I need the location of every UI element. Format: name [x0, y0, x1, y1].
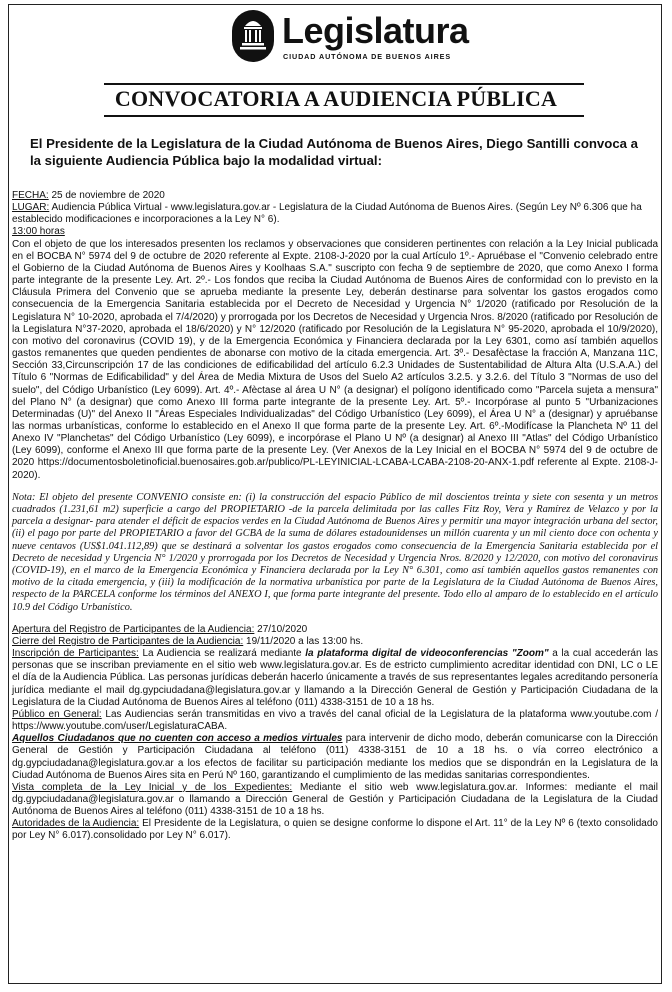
cierre-line: [12, 636, 658, 648]
legislature-building-icon: [232, 10, 274, 62]
title-top-rule: [104, 83, 584, 85]
apertura-line: [12, 624, 658, 636]
publico-paragraph: [12, 709, 658, 733]
lugar-line: [12, 202, 658, 226]
inscripcion-paragraph: [12, 648, 658, 709]
hora-line: 13:00 horas: [12, 226, 65, 238]
logo-title: Legislatura: [282, 10, 469, 51]
sin-acceso-label: Aquellos Ciudadanos que no cuenten con acceso a medios virtuales: [12, 733, 343, 745]
legislatura-logo: [232, 10, 469, 74]
autoridades-value: El Presidente de la Legislatura, o quien se designe conforme lo dispone el Art. 11° de la Ley Nº 6 (texto consolidado por Ley N° 6.017).consolidado por Ley N° 6.017).: [12, 818, 658, 842]
lugar-label: LUGAR:: [12, 202, 50, 214]
fecha-label: FECHA:: [12, 190, 49, 201]
apertura-value: 27/10/2020: [254, 623, 308, 635]
fecha-value: 25 de noviembre de 2020: [48, 190, 165, 201]
apertura-label: Apertura del Registro de Participantes de la Audiencia:: [12, 623, 255, 635]
cierre-value: 19/11/2020 a las 13:00 hs.: [243, 635, 364, 647]
inscripcion-post: a la cual accederán las personas que se inscriban previamente en el sitio web www.legislatura.gov.ar. Es de estricto cumplimiento acreditar identidad con DNI, LC o LE el día de la Audiencia Pública. Las personas jurídicas deberán hacerlo únicamente a través de sus representantes legales acreditando personería jurídica mediante el mail dg.gypciudadana@legislatura.gov.ar y llamando a la Dirección General de Gestión y Participación Ciudadana de la Legislatura de la Ciudad Autónoma de Buenos Aires al teléfono (011) 4338-3151 de 10 a 18 hs.: [12, 648, 658, 708]
vista-label: Vista completa de la Ley Inicial y de los Expedientes:: [12, 781, 293, 793]
autoridades-paragraph: [12, 818, 658, 842]
publico-label: Público en General:: [12, 708, 102, 720]
publico-value: Las Audiencias serán transmitidas en vivo a través del canal oficial de la Legislatura de la plataforma www.youtube.com / https://www.youtube.com/user/LegislaturaCABA.: [12, 708, 658, 733]
vista-paragraph: [12, 782, 658, 818]
autoridades-label: Autoridades de la Audiencia:: [12, 818, 140, 830]
sin-acceso-paragraph: [12, 733, 658, 782]
logo-subtitle: CIUDAD AUTÓNOMA DE BUENOS AIRES: [283, 52, 452, 61]
vista-value: Mediante el sitio web www.legislatura.gov.ar. Informes: mediante el mail dg.gypciudadana@legislatura.gov.ar o llamando a Dirección General de Gestión y Participación Ciudadana de la Legislatura de la Ciudad Autónoma de Buenos Aires al teléfono (011) 4338-3151 de 10 a 18 hs.: [12, 781, 658, 818]
sin-acceso-value: para intervenir de dicho modo, deberán comunicarse con la Dirección General de Gestión y Participación Ciudadana al teléfono (011) 4338-3151 de 10 a 18 hs. o vía correo electrónico a dg.gypciudadana@legislatura.gov.ar a los efectos de facilitar su participación mediante los medios que se dispondrán en la Legislatura de la Ciudad Autónoma de Buenos Aires sita en Perú Nº 160, garantizando el cumplimiento de las medidas sanitarias correspondientes.: [12, 733, 658, 781]
lugar-value: Audiencia Pública Virtual - www.legislatura.gov.ar - Legislatura de la Ciudad Autónoma de Buenos Aires. (Según Ley Nº 6.306 que ha establecido modificaciones e incorporaciones a la Ley N° 6).: [12, 202, 642, 226]
inscripcion-pre: La Audiencia se realizará mediante: [138, 648, 306, 660]
objeto-paragraph: Con el objeto de que los interesados presenten los reclamos y observaciones que consideren pertinentes con relación a la Ley Inicial publicada en el BOCBA N° 5974 del 9 de octubre de 2020 referente al Expte. 2108-J-2020 por la cual Artículo 1º.- Apruébase el "Convenio celebrado entre el Gobierno de la Ciudad Autónoma de Buenos Aires y Koolhaas S.A." suscripto con fecha 9 de septiembre de 2020, que como Anexo I forma parte integrante de la presente Ley. Art. 2º.- Los fondos que reciba la Ciudad Autónoma de Buenos Aires de conformidad con lo previsto en la Cláusula Primera del Convenio que se aprueba mediante la presente Ley, deberán destinarse para solventar los gastos erogados como consecuencia de la Emergencia Sanitaria establecida por el Decreto de Necesidad y Urgencia N° 1/2020 (ratificado por Resolución de la Legislatura N° 10-2020, aprobada el 7/4/2020) y prorrogada por los Decretos de Necesidad y Urgencia Nros. 8/2020 (ratificado por Resolución de la Legislatura N°37-2020, aprobada el 18/6/2020) y N° 12/2020 (ratificado por Resolución de la Legislatura N° 95-2020, aprobada el 10/9/2020), con motivo del coronavirus (COVID 19), y de la Emergencia Económica y Financiera declarada por la Ley 6301, como así también aquellos gastos remanentes que queden pendientes de abonarse con motivo de la citada emergencia. Art. 3º.- Desafèctase la fracción A, Manzana 11C, Sección 33,Circunscripción 17 de las condiciones de edificabilidad del artículo 6.2.3 Unidades de Sustentabilidad de Altura Alta (U.S.A.A.) del Título 6 "Normas de Edificabilidad" y del Área de Media Mixtura de Usos del Suelo A2 artículos 3.2.5. y 3.2.6. del Título 3 "Normas de uso del suelo", del Código Urbanístico (Ley 6099). Art. 4º.- Afèctase al área U N° (a designar) el polígono identificado como "Parcela sujeta a mensura" del Plano N° (a designar) que como Anexo III forma parte integrante de la presente Ley. Art. 5º.- Incorpórase al punto 5 "Urbanizaciones Determinadas (U)" del Anexo II "Áreas Especiales Individualizadas" del Código Urbanístico (Ley 6099), el Área U N° a (designar) y apruébanse las normas urbanísticas, conforme lo establecido en el Anexo II que forma parte de la presente Ley. Art. 6º.-Modifícase la Plancheta Nº 11 del Anexo IV "Planchetas" del Código Urbanístico (Ley 6099), e incorpórase el Plano U Nº (a designar) al Anexo III "Atlas" del Código Urbanístico (Ley 6099), conforme el Anexo III que forma parte de la presente Ley. (Ver Anexos de la Ley Inicial en el BOCBA N° 5974 del 9 de octubre de 2020 https://documentosboletinoficial.buenosaires.gob.ar/publico/PL-LEYINICIAL-LCABA-LCABA-2108-20-ANX-1.pdf referente al Expte. 2108-J-2020).: [12, 238, 658, 481]
title-bottom-rule: [104, 115, 584, 117]
fecha-line: [12, 190, 658, 202]
notice-body: [12, 190, 658, 843]
intro-paragraph: El Presidente de la Legislatura de la Ciudad Autónoma de Buenos Aires, Diego Santilli convoca a la siguiente Audiencia Pública bajo la modalidad virtual:: [30, 136, 638, 168]
inscripcion-platform: la plataforma digital de videoconferencias "Zoom": [305, 648, 549, 660]
cierre-label: Cierre del Registro de Participantes de la Audiencia:: [12, 635, 244, 647]
page-title: CONVOCATORIA A AUDIENCIA PÚBLICA: [114, 86, 558, 111]
inscripcion-label: Inscripción de Participantes:: [12, 648, 139, 660]
nota-paragraph: Nota: El objeto del presente CONVENIO consiste en: (i) la construcción del espacio Público de mil doscientos treinta y siete con sesenta y un metros cuadrados (1.231,61 m2) superficie a cargo del PROPIETARIO -de la parcela delimitada por las calles Fitz Roy, Vera y Ramírez de Velazco y por la parcela a designar- para atender el déficit de espacios verdes en la Ciudad Autónoma de Buenos Aires y permitir una mayor integración urbana del sector, (ii) el pago por parte del PROPIETARIO a favor del GCBA de la suma de dólares estadounidenses un millón cuarenta y un mil ciento doce con ochenta y nueve centavos (US$1.041.112,89) que se destinará a solventar los gastos erogados como consecuencia de la Emergencia Sanitaria establecida por el Decreto de necesidad y Urgencia N° 1/2020 y prorrogada por los Decretos de Necesidad y Urgencia Nros. 8/2020 y 12/2020, con motivo del coronavirus (COVID-19), en el marco de la Emergencia Económica y Financiera declarada por la Ley N° 6.301, como así también aquellos gastos remanentes con motivo de la citada emergencia, y (iii) la modificación de la normativa urbanística por parte de la Legislatura de la Ciudad Autónoma de Buenos Aires, respecto de la PARCELA conforme los términos del ANEXO I, que forma parte integrante del presente. Todo ello al amparo de lo establecido en el artículo 10.9 del Código Urbanístico.: [12, 491, 658, 613]
